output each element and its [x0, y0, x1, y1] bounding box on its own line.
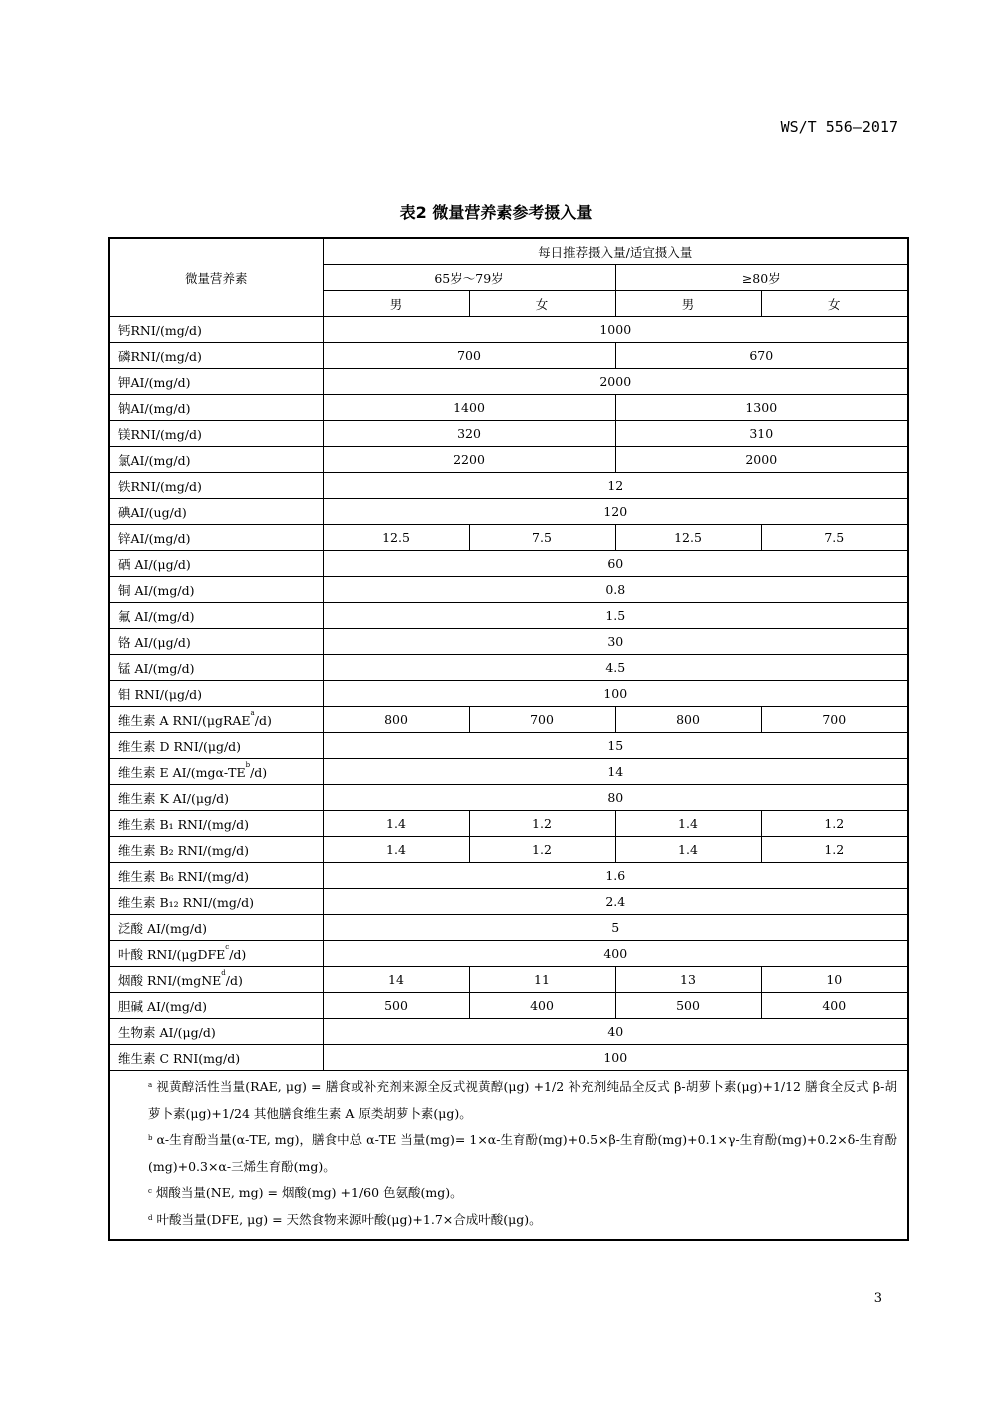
nutrient-name: 烟酸 RNI/(mgNE$^d$/d) — [109, 967, 323, 993]
value-cell: 700 — [761, 707, 908, 733]
value-cell: 800 — [323, 707, 469, 733]
nutrient-name: 碘AI/(ug/d) — [109, 499, 323, 525]
value-cell: 15 — [323, 733, 908, 759]
value-cell: 400 — [323, 941, 908, 967]
value-cell: 2.4 — [323, 889, 908, 915]
nutrient-name: 钙RNI/(mg/d) — [109, 317, 323, 343]
value-cell: 1.2 — [761, 837, 908, 863]
footnote: $^b$ α-生育酚当量(α-TE, mg)，膳食中总 α-TE 当量(mg)= 1×α-生育酚(mg)+0.5×β-生育酚(mg)+0.1×γ-生育酚(mg)+0.2×δ-生育酚(mg)+0.3×α-三烯生育酚(mg)。 — [148, 1132, 898, 1174]
age-group-65-79: 65岁～79岁 — [323, 265, 615, 291]
table-row — [109, 993, 908, 1019]
nutrient-table — [108, 237, 909, 1241]
age-group-80-plus: ≥80岁 — [615, 265, 908, 291]
table-row — [109, 551, 908, 577]
value-cell: 5 — [323, 915, 908, 941]
table-row — [109, 967, 908, 993]
footnote: $^a$ 视黄醇活性当量(RAE, μg) = 膳食或补充剂来源全反式视黄醇(μg) +1/2 补充剂纯品全反式 β-胡萝卜素(μg)+1/12 膳食全反式 β-胡萝卜素(μg)+1/24 其他膳食维生素 A 原类胡萝卜素(μg)。 — [148, 1079, 898, 1121]
value-cell: 1.2 — [469, 811, 615, 837]
value-cell: 1.4 — [323, 837, 469, 863]
table-row — [109, 447, 908, 473]
value-cell: 1.2 — [469, 837, 615, 863]
table-row — [109, 811, 908, 837]
value-cell: 1.6 — [323, 863, 908, 889]
table-row — [109, 941, 908, 967]
sex-header: 男 — [615, 291, 761, 317]
nutrient-name: 磷RNI/(mg/d) — [109, 343, 323, 369]
value-cell: 1.4 — [615, 837, 761, 863]
sex-header: 女 — [761, 291, 908, 317]
value-cell: 10 — [761, 967, 908, 993]
value-cell: 320 — [323, 421, 615, 447]
value-cell: 11 — [469, 967, 615, 993]
sex-header: 男 — [323, 291, 469, 317]
table-row — [109, 577, 908, 603]
nutrient-name: 维生素 C RNI(mg/d) — [109, 1045, 323, 1071]
value-cell: 500 — [323, 993, 469, 1019]
nutrient-name: 氟 AI/(mg/d) — [109, 603, 323, 629]
value-cell: 400 — [761, 993, 908, 1019]
nutrient-name: 维生素 B₂ RNI/(mg/d) — [109, 837, 323, 863]
value-cell: 1000 — [323, 317, 908, 343]
value-cell: 400 — [469, 993, 615, 1019]
value-cell: 800 — [615, 707, 761, 733]
nutrient-name: 维生素 B₁ RNI/(mg/d) — [109, 811, 323, 837]
value-cell: 12 — [323, 473, 908, 499]
value-cell: 4.5 — [323, 655, 908, 681]
value-cell: 13 — [615, 967, 761, 993]
value-cell: 12.5 — [323, 525, 469, 551]
table-row — [109, 369, 908, 395]
table-row — [109, 317, 908, 343]
value-cell: 1300 — [615, 395, 908, 421]
table-row — [109, 473, 908, 499]
table-row — [109, 499, 908, 525]
footnotes — [109, 1071, 908, 1241]
table-row — [109, 889, 908, 915]
value-cell: 7.5 — [469, 525, 615, 551]
value-cell: 100 — [323, 1045, 908, 1071]
standard-code: WS/T 556—2017 — [780, 118, 898, 136]
table-row — [109, 707, 908, 733]
value-cell: 14 — [323, 967, 469, 993]
table-row — [109, 733, 908, 759]
nutrient-name: 锌AI/(mg/d) — [109, 525, 323, 551]
value-cell: 40 — [323, 1019, 908, 1045]
value-cell: 80 — [323, 785, 908, 811]
table-row — [109, 395, 908, 421]
nutrient-name: 泛酸 AI/(mg/d) — [109, 915, 323, 941]
value-cell: 0.8 — [323, 577, 908, 603]
value-cell: 2000 — [615, 447, 908, 473]
value-cell: 2200 — [323, 447, 615, 473]
value-cell: 700 — [323, 343, 615, 369]
table-row — [109, 629, 908, 655]
nutrient-name: 钠AI/(mg/d) — [109, 395, 323, 421]
table-row — [109, 603, 908, 629]
table-row — [109, 421, 908, 447]
value-cell: 12.5 — [615, 525, 761, 551]
footnote: $^d$ 叶酸当量(DFE, μg) = 天然食物来源叶酸(μg)+1.7×合成叶酸(μg)。 — [148, 1211, 542, 1227]
table-title: 表2 微量营养素参考摄入量 — [399, 203, 593, 222]
value-cell: 1.4 — [615, 811, 761, 837]
nutrient-name: 生物素 AI/(μg/d) — [109, 1019, 323, 1045]
nutrient-name: 维生素 D RNI/(μg/d) — [109, 733, 323, 759]
table-body — [109, 317, 908, 1071]
nutrient-name: 铜 AI/(mg/d) — [109, 577, 323, 603]
nutrient-name: 硒 AI/(μg/d) — [109, 551, 323, 577]
nutrient-name: 氯AI/(mg/d) — [109, 447, 323, 473]
value-cell: 7.5 — [761, 525, 908, 551]
nutrient-name: 维生素 B₆ RNI/(mg/d) — [109, 863, 323, 889]
value-cell: 2000 — [323, 369, 908, 395]
table-row — [109, 759, 908, 785]
table-row — [109, 655, 908, 681]
nutrient-name: 镁RNI/(mg/d) — [109, 421, 323, 447]
nutrient-name: 钾AI/(mg/d) — [109, 369, 323, 395]
value-cell: 1400 — [323, 395, 615, 421]
nutrient-name: 维生素 E $AI/(mg\alpha-TE^b/d)$ — [109, 759, 323, 785]
value-cell: 1.4 — [323, 811, 469, 837]
nutrient-name: 叶酸 RNI/(μgDFE$^c$/d) — [109, 941, 323, 967]
group-header: 每日推荐摄入量/适宜摄入量 — [323, 238, 908, 265]
table-row — [109, 343, 908, 369]
value-cell: 120 — [323, 499, 908, 525]
table-row — [109, 525, 908, 551]
nutrient-name: 维生素 B₁₂ RNI/(mg/d) — [109, 889, 323, 915]
nutrient-name: 钼 RNI/(μg/d) — [109, 681, 323, 707]
value-cell: 310 — [615, 421, 908, 447]
sex-header: 女 — [469, 291, 615, 317]
table-row — [109, 681, 908, 707]
table-row — [109, 785, 908, 811]
value-cell: 100 — [323, 681, 908, 707]
footnote: $^c$ 烟酸当量(NE, mg) = 烟酸(mg) +1/60 色氨酸(mg)。 — [148, 1185, 463, 1200]
nutrient-name: 维生素 A RNI/(μgRAE$^a$/d) — [109, 707, 323, 733]
table-row — [109, 1045, 908, 1071]
nutrient-name: 铬 AI/(μg/d) — [109, 629, 323, 655]
value-cell: 30 — [323, 629, 908, 655]
row-header: 微量营养素 — [109, 238, 323, 317]
value-cell: 670 — [615, 343, 908, 369]
value-cell: 1.5 — [323, 603, 908, 629]
value-cell: 500 — [615, 993, 761, 1019]
value-cell: 700 — [469, 707, 615, 733]
value-cell: 1.2 — [761, 811, 908, 837]
table-row — [109, 915, 908, 941]
nutrient-name: 胆碱 AI/(mg/d) — [109, 993, 323, 1019]
value-cell: 60 — [323, 551, 908, 577]
nutrient-name: 铁RNI/(mg/d) — [109, 473, 323, 499]
nutrient-name: 维生素 K AI/(μg/d) — [109, 785, 323, 811]
table-row — [109, 1019, 908, 1045]
value-cell: 14 — [323, 759, 908, 785]
table-row — [109, 837, 908, 863]
nutrient-name: 锰 AI/(mg/d) — [109, 655, 323, 681]
table-row — [109, 863, 908, 889]
page-number: 3 — [873, 1291, 882, 1306]
